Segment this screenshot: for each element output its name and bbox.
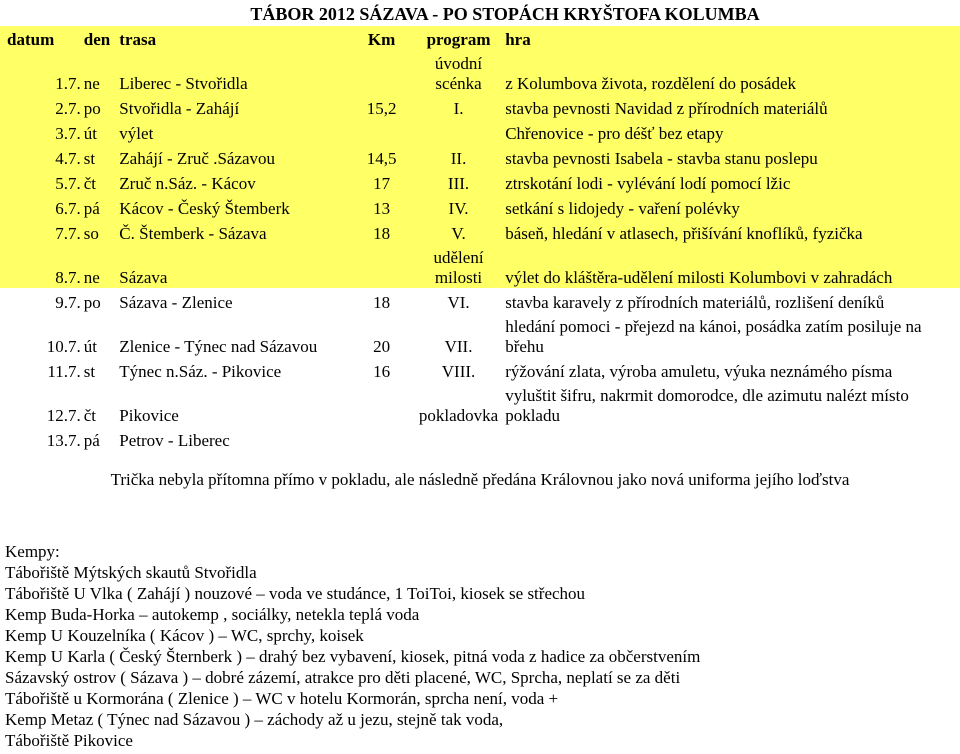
table-row [0, 244, 960, 288]
cell-hra: ztrskotání lodi - vylévání lodí pomocí lžic [505, 169, 960, 194]
cell-den: pá [83, 431, 100, 450]
cell-hra: výlet do kláštěra-udělení milosti Kolumbovi v zahradách [505, 244, 960, 288]
cell-den: po [83, 293, 101, 312]
table-header-row [0, 26, 960, 50]
cell-km: 15,2 [351, 94, 412, 119]
cell-program [412, 426, 505, 451]
cell-program: I. [412, 94, 505, 119]
header-km: Km [351, 26, 412, 50]
table-row [0, 169, 960, 194]
cell-den: čt [81, 169, 120, 194]
cell-datum: 10.7. [46, 337, 81, 356]
cell-hra: vyluštit šifru, nakrmit domorodce, dle azimutu nalézt místo pokladu [505, 386, 909, 425]
cell-datum: 13.7. [46, 431, 81, 450]
camp-item: Tábořiště U Vlka ( Zahájí ) nouzové – voda ve studánce, 1 ToiToi, kiosek se střechou [5, 584, 586, 603]
camp-item: Tábořiště u Kormorána ( Zlenice ) – WC v hotelu Kormorán, sprcha není, voda + [5, 689, 559, 708]
cell-den: ne [81, 244, 120, 288]
cell-program: II. [412, 144, 505, 169]
cell-den: st [83, 362, 96, 381]
camp-item: Kemp U Karla ( Český Šternberk ) – drahý bez vybavení, kiosek, pitná voda z hadice za občerstvením [5, 647, 701, 666]
cell-den: po [81, 94, 120, 119]
cell-km [351, 50, 412, 94]
cell-den: so [81, 219, 120, 244]
cell-den: út [83, 337, 97, 356]
cell-datum: 4.7. [0, 144, 81, 169]
cell-km: 18 [351, 219, 412, 244]
cell-hra [505, 426, 960, 451]
cell-datum: 2.7. [0, 94, 81, 119]
header-trasa: trasa [119, 26, 351, 50]
cell-trasa: Zruč n.Sáz. - Kácov [119, 169, 351, 194]
itinerary-table [0, 26, 960, 451]
table-row [0, 94, 960, 119]
cell-trasa: Č. Štemberk - Sázava [119, 219, 351, 244]
cell-program [412, 119, 505, 144]
cell-datum: 8.7. [0, 244, 81, 288]
header-datum: datum [0, 26, 81, 50]
camps-list [5, 541, 700, 751]
note-text: Trička nebyla přítomna přímo v pokladu, ale následně předána Královnou jako nová uniforma jejího loďstva [110, 470, 850, 489]
cell-program: pokladovka [418, 406, 499, 425]
cell-trasa: výlet [119, 119, 351, 144]
document-title: TÁBOR 2012 SÁZAVA - PO STOPÁCH KRYŠTOFA KOLUMBA [250, 4, 760, 24]
cell-datum: 11.7. [47, 362, 81, 381]
cell-km: 20 [373, 337, 391, 356]
cell-hra: stavba pevnosti Isabela - stavba stanu poslepu [505, 144, 960, 169]
cell-den: st [81, 144, 120, 169]
camp-item: Kemp U Kouzelníka ( Kácov ) – WC, sprchy, koisek [5, 626, 364, 645]
camp-item: Kemp Metaz ( Týnec nad Sázavou ) – záchody až u jezu, stejně tak voda, [5, 710, 504, 729]
cell-km: 17 [351, 169, 412, 194]
cell-km: 14,5 [351, 144, 412, 169]
table-row [0, 119, 960, 144]
table-row [0, 382, 960, 426]
cell-den: ne [81, 50, 120, 94]
cell-trasa: Kácov - Český Štemberk [119, 194, 351, 219]
camp-item: Sázavský ostrov ( Sázava ) – dobré zázemí, atrakce pro děti placené, WC, Sprcha, neplatí se za děti [5, 668, 681, 687]
cell-trasa: Liberec - Stvořidla [119, 50, 351, 94]
cell-hra: z Kolumbova života, rozdělení do posádek [505, 50, 960, 94]
cell-hra: báseň, hledání v atlasech, přišívání knoflíků, fyzička [505, 219, 960, 244]
cell-hra: Chřenovice - pro déšť bez etapy [505, 119, 960, 144]
header-hra: hra [505, 26, 960, 50]
cell-trasa: Sázava [119, 244, 351, 288]
camp-item: Tábořiště Pikovice [5, 731, 133, 750]
cell-den: čt [83, 406, 97, 425]
table-row [0, 144, 960, 169]
table-row [0, 219, 960, 244]
cell-program: úvodní scénka [412, 50, 505, 94]
cell-den: pá [81, 194, 120, 219]
cell-trasa: Pikovice [119, 406, 179, 425]
cell-datum: 3.7. [0, 119, 81, 144]
header-program: program [412, 26, 505, 50]
cell-datum: 9.7. [55, 293, 81, 312]
table-row [0, 357, 960, 382]
cell-km [351, 382, 412, 426]
cell-datum: 5.7. [0, 169, 81, 194]
table-row [0, 288, 960, 313]
cell-km: 16 [373, 362, 391, 381]
cell-km [351, 244, 412, 288]
table-row [0, 426, 960, 451]
cell-datum: 7.7. [0, 219, 81, 244]
cell-program: VII. [444, 337, 473, 356]
cell-program: III. [412, 169, 505, 194]
cell-program: VI. [447, 293, 470, 312]
table-row [0, 313, 960, 357]
cell-hra: rýžování zlata, výroba amuletu, výuka neznámého písma [505, 362, 893, 381]
cell-datum: 6.7. [0, 194, 81, 219]
cell-trasa: Petrov - Liberec [119, 431, 230, 450]
cell-hra: stavba karavely z přírodních materiálů, rozlišení deníků [505, 293, 885, 312]
cell-hra: hledání pomoci - přejezd na kánoi, posádka zatím posiluje na břehu [505, 317, 922, 356]
cell-den: út [81, 119, 120, 144]
cell-km [351, 119, 412, 144]
cell-trasa: Zahájí - Zruč .Sázavou [119, 144, 351, 169]
table-row [0, 50, 960, 94]
cell-datum: 12.7. [46, 406, 81, 425]
camp-item: Tábořiště Mýtských skautů Stvořidla [5, 563, 257, 582]
header-den: den [81, 26, 120, 50]
cell-trasa: Zlenice - Týnec nad Sázavou [119, 337, 318, 356]
cell-datum: 1.7. [0, 50, 81, 94]
cell-trasa: Sázava - Zlenice [119, 293, 233, 312]
cell-km [351, 426, 412, 451]
cell-hra: setkání s lidojedy - vaření polévky [505, 194, 960, 219]
camps-heading: Kempy: [5, 542, 60, 561]
cell-km: 13 [351, 194, 412, 219]
cell-program: udělení milosti [412, 244, 505, 288]
cell-program: VIII. [441, 362, 476, 381]
cell-program: V. [412, 219, 505, 244]
table-row [0, 194, 960, 219]
camp-item: Kemp Buda-Horka – autokemp , sociálky, netekla teplá voda [5, 605, 420, 624]
cell-trasa: Týnec n.Sáz. - Pikovice [119, 362, 282, 381]
cell-program: IV. [412, 194, 505, 219]
cell-hra: stavba pevnosti Navidad z přírodních materiálů [505, 94, 960, 119]
cell-km: 18 [373, 293, 391, 312]
cell-trasa: Stvořidla - Zahájí [119, 94, 351, 119]
